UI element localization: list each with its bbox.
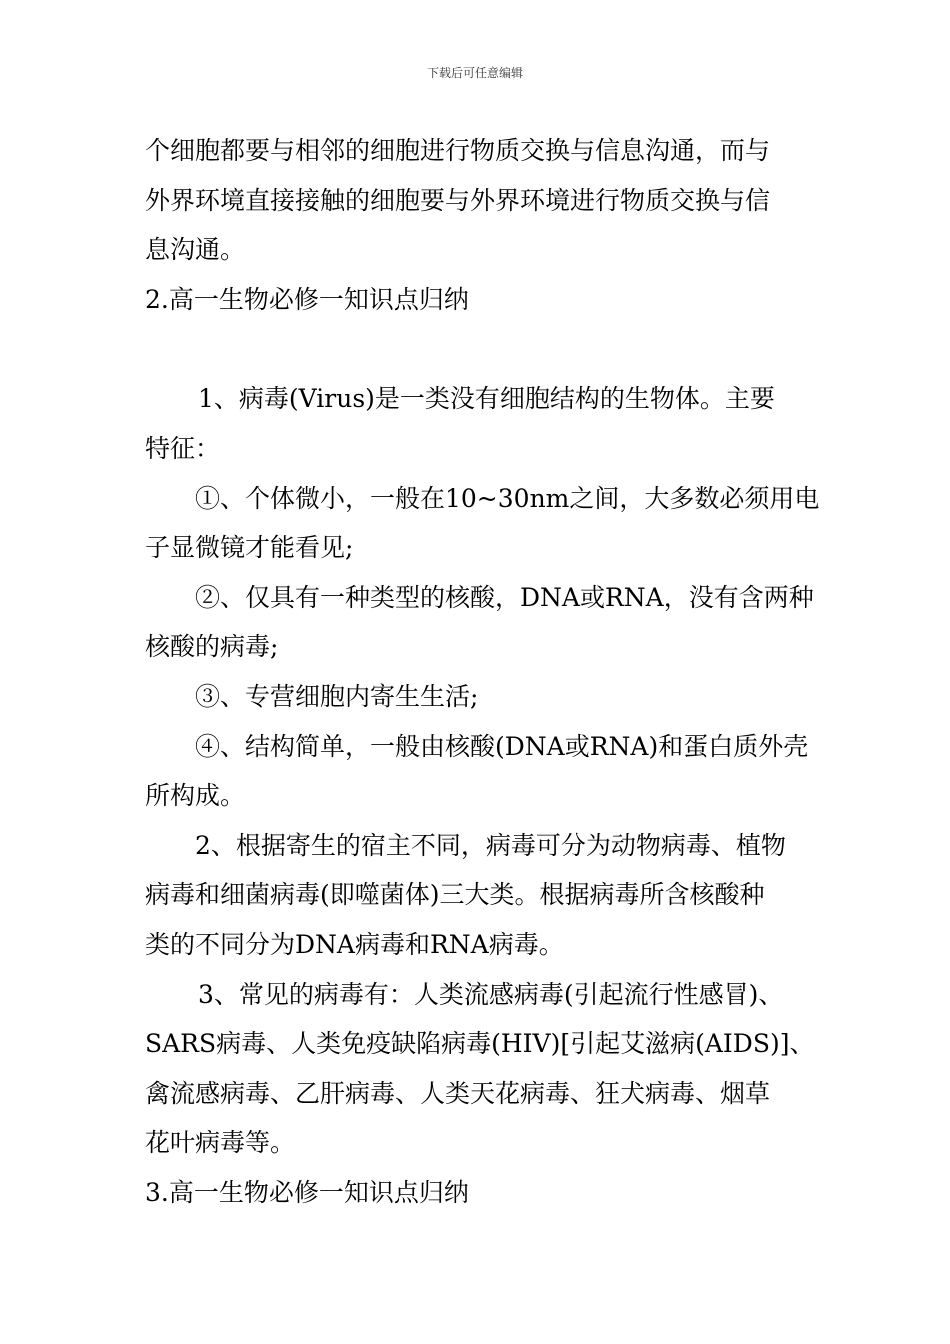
page-header-note: 下载后可任意编辑 [426,66,523,80]
text-line: 子显微镜才能看见; [145,533,354,563]
text-line: 类的不同分为DNA病毒和RNA病毒。 [145,929,564,959]
text-line: ②、仅具有一种类型的核酸，DNA或RNA，没有含两种 [195,582,814,612]
text-line: 所构成。 [145,781,246,811]
paragraph-gap [145,324,820,374]
text-line: 1、病毒(Virus)是一类没有细胞结构的生物体。主要 [198,384,775,414]
text-line: 息沟通。 [145,235,246,265]
text-line: ③、专营细胞内寄生生活; [195,681,479,711]
text-line: 个细胞都要与相邻的细胞进行物质交换与信息沟通，而与 [145,136,771,165]
text-line: ④、结构简单，一般由核酸(DNA或RNA)和蛋白质外壳 [195,731,809,761]
text-line: 花叶病毒等。 [145,1128,296,1158]
text-line: 2、根据寄生的宿主不同，病毒可分为动物病毒、植物 [195,830,786,860]
text-line: 病毒和细菌病毒(即噬菌体)三大类。根据病毒所含核酸种 [145,880,765,910]
text-line: 3、常见的病毒有：人类流感病毒(引起流行性感冒)、 [198,979,784,1009]
text-line: 外界环境直接接触的细胞要与外界环境进行物质交换与信 [145,185,771,215]
text-line: 禽流感病毒、乙肝病毒、人类天花病毒、狂犬病毒、烟草 [145,1078,771,1108]
text-line: 核酸的病毒; [145,632,279,662]
document-body [145,126,820,1217]
section-heading: 3.高一生物必修一知识点归纳 [145,1177,469,1207]
text-line: SARS病毒、人类免疫缺陷病毒(HIV)[引起艾滋病(AIDS)]、 [145,1029,815,1059]
text-line: ①、个体微小，一般在10~30nm之间，大多数必须用电 [195,483,820,513]
section-heading: 2.高一生物必修一知识点归纳 [145,284,469,314]
text-line: 特征： [145,433,221,463]
